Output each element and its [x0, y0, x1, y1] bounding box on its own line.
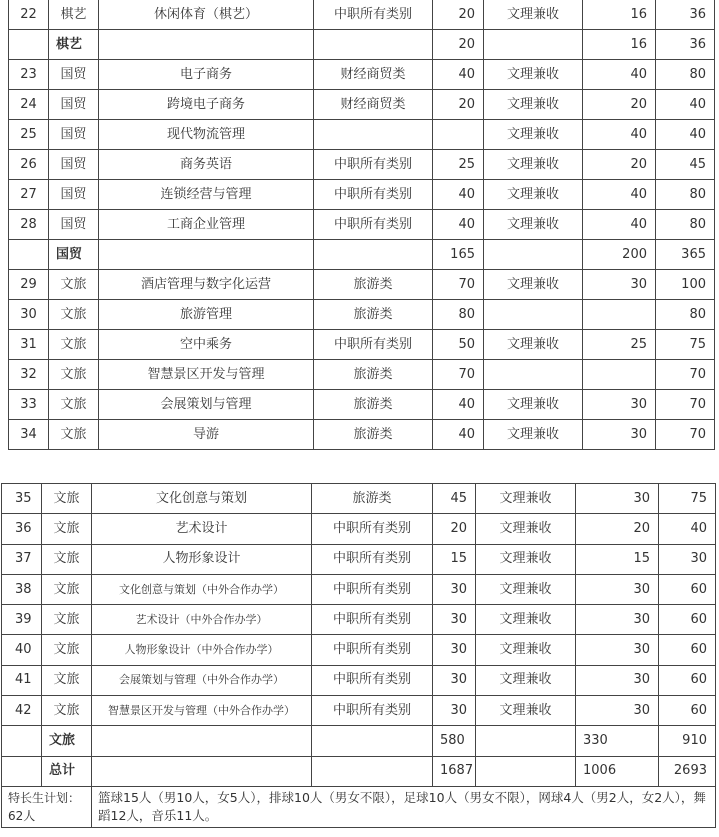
- total-cell: 40: [656, 90, 715, 120]
- subject-cell: 文理兼收: [484, 0, 583, 30]
- major-cell: 休闲体育（棋艺）: [99, 0, 314, 30]
- plan-count-cell: 70: [433, 270, 484, 300]
- total-cell: 910: [659, 726, 716, 756]
- plan-count-cell: 80: [433, 300, 484, 330]
- total-cell: 60: [659, 665, 716, 695]
- total-cell: 80: [656, 210, 715, 240]
- plan-count-cell: 45: [433, 484, 476, 514]
- total-cell: 100: [656, 270, 715, 300]
- total-cell: 365: [656, 240, 715, 270]
- plan2-count-cell: 40: [583, 120, 656, 150]
- category-cell: [312, 726, 433, 756]
- major-cell: 人物形象设计: [92, 544, 312, 574]
- subject-cell: 文理兼收: [476, 605, 576, 635]
- table-row: [9, 300, 715, 330]
- subject-cell: 文理兼收: [476, 544, 576, 574]
- table-row: [2, 574, 716, 604]
- subject-cell: 文理兼收: [484, 210, 583, 240]
- major-cell: 电子商务: [99, 60, 314, 90]
- row-number: 33: [9, 390, 49, 420]
- plan2-count-cell: 30: [576, 574, 659, 604]
- table-row: [9, 90, 715, 120]
- plan-count-cell: 20: [433, 514, 476, 544]
- plan-count-cell: 40: [433, 420, 484, 450]
- plan-count-cell: 20: [433, 0, 484, 30]
- table-row: [9, 270, 715, 300]
- major-cell: [92, 726, 312, 756]
- subject-cell: 文理兼收: [476, 574, 576, 604]
- department-cell: 国贸: [49, 210, 99, 240]
- department-cell: 国贸: [49, 120, 99, 150]
- plan-count-cell: 25: [433, 150, 484, 180]
- table-row: [2, 605, 716, 635]
- total-cell: 45: [656, 150, 715, 180]
- major-cell: 会展策划与管理: [99, 390, 314, 420]
- major-cell: 旅游管理: [99, 300, 314, 330]
- subject-cell: 文理兼收: [484, 420, 583, 450]
- plan2-count-cell: 30: [576, 696, 659, 726]
- subject-cell: 文理兼收: [484, 180, 583, 210]
- category-cell: [314, 30, 433, 60]
- category-cell: 中职所有类别: [314, 210, 433, 240]
- table-row: [9, 330, 715, 360]
- total-cell: 40: [659, 514, 716, 544]
- plan2-count-cell: 30: [576, 635, 659, 665]
- table-row: [2, 544, 716, 574]
- department-cell: 文旅: [42, 726, 92, 756]
- plan-count-cell: 165: [433, 240, 484, 270]
- plan-count-cell: 580: [433, 726, 476, 756]
- department-cell: 文旅: [42, 514, 92, 544]
- subject-cell: [476, 756, 576, 786]
- total-cell: 60: [659, 635, 716, 665]
- department-cell: 文旅: [42, 665, 92, 695]
- major-cell: [99, 240, 314, 270]
- department-cell: 文旅: [42, 574, 92, 604]
- category-cell: 中职所有类别: [312, 544, 433, 574]
- table-row: [9, 150, 715, 180]
- subject-cell: [484, 360, 583, 390]
- subject-cell: 文理兼收: [484, 390, 583, 420]
- subject-cell: 文理兼收: [476, 635, 576, 665]
- subtotal-row: [2, 756, 716, 786]
- plan-count-cell: 30: [433, 665, 476, 695]
- department-cell: 总计: [42, 756, 92, 786]
- department-cell: 文旅: [42, 484, 92, 514]
- total-cell: 2693: [659, 756, 716, 786]
- plan-count-cell: 30: [433, 635, 476, 665]
- major-cell: 智慧景区开发与管理（中外合作办学）: [92, 696, 312, 726]
- department-cell: 文旅: [42, 635, 92, 665]
- plan2-count-cell: 40: [583, 60, 656, 90]
- row-number: 25: [9, 120, 49, 150]
- row-number: 22: [9, 0, 49, 30]
- subject-cell: 文理兼收: [484, 270, 583, 300]
- plan2-count-cell: 30: [576, 484, 659, 514]
- department-cell: 国贸: [49, 90, 99, 120]
- major-cell: 工商企业管理: [99, 210, 314, 240]
- row-number: [2, 726, 42, 756]
- table-row: [9, 120, 715, 150]
- row-number: 32: [9, 360, 49, 390]
- major-cell: 会展策划与管理（中外合作办学）: [92, 665, 312, 695]
- row-number: 27: [9, 180, 49, 210]
- plan2-count-cell: 20: [583, 150, 656, 180]
- row-number: 30: [9, 300, 49, 330]
- category-cell: 中职所有类别: [314, 330, 433, 360]
- plan-count-cell: [433, 120, 484, 150]
- row-number: 23: [9, 60, 49, 90]
- subject-cell: 文理兼收: [476, 514, 576, 544]
- subject-cell: 文理兼收: [484, 120, 583, 150]
- major-cell: 艺术设计（中外合作办学）: [92, 605, 312, 635]
- department-cell: 文旅: [49, 360, 99, 390]
- major-cell: 连锁经营与管理: [99, 180, 314, 210]
- plan-count-cell: 50: [433, 330, 484, 360]
- table-row: [2, 514, 716, 544]
- total-cell: 70: [656, 360, 715, 390]
- total-cell: 70: [656, 420, 715, 450]
- total-cell: 80: [656, 300, 715, 330]
- category-cell: [312, 756, 433, 786]
- department-cell: 国贸: [49, 150, 99, 180]
- subject-cell: [484, 240, 583, 270]
- department-cell: 国贸: [49, 180, 99, 210]
- plan2-count-cell: 1006: [576, 756, 659, 786]
- table-row: [9, 180, 715, 210]
- plan2-count-cell: 30: [583, 390, 656, 420]
- row-number: 29: [9, 270, 49, 300]
- total-cell: 75: [659, 484, 716, 514]
- total-cell: 80: [656, 180, 715, 210]
- department-cell: 文旅: [42, 696, 92, 726]
- note-text: 篮球15人（男10人，女5人），排球10人（男女不限），足球10人（男女不限），网球4人（男2人，女2人），舞蹈12人，音乐11人。: [92, 786, 716, 827]
- department-cell: 文旅: [49, 390, 99, 420]
- row-number: 42: [2, 696, 42, 726]
- plan2-count-cell: 40: [583, 180, 656, 210]
- major-cell: 文化创意与策划（中外合作办学）: [92, 574, 312, 604]
- category-cell: 旅游类: [314, 360, 433, 390]
- table-row: [9, 360, 715, 390]
- row-number: 28: [9, 210, 49, 240]
- plan2-count-cell: 16: [583, 0, 656, 30]
- plan-count-cell: 15: [433, 544, 476, 574]
- row-number: 38: [2, 574, 42, 604]
- plan2-count-cell: 15: [576, 544, 659, 574]
- row-number: [9, 30, 49, 60]
- plan-count-cell: 40: [433, 180, 484, 210]
- total-cell: 30: [659, 544, 716, 574]
- admission-plan-table-part1: [8, 0, 715, 450]
- major-cell: 智慧景区开发与管理: [99, 360, 314, 390]
- row-number: [9, 240, 49, 270]
- admission-plan-table-part2: [1, 483, 716, 828]
- table-row: [9, 390, 715, 420]
- subject-cell: 文理兼收: [484, 60, 583, 90]
- category-cell: [314, 120, 433, 150]
- plan2-count-cell: [583, 300, 656, 330]
- note-label: 特长生计划：62人: [2, 786, 92, 827]
- category-cell: 中职所有类别: [312, 514, 433, 544]
- plan-count-cell: 30: [433, 574, 476, 604]
- category-cell: 旅游类: [314, 420, 433, 450]
- department-cell: 文旅: [49, 300, 99, 330]
- table-row: [9, 0, 715, 30]
- category-cell: 中职所有类别: [312, 574, 433, 604]
- category-cell: 旅游类: [314, 390, 433, 420]
- department-cell: 国贸: [49, 240, 99, 270]
- plan2-count-cell: 30: [576, 605, 659, 635]
- category-cell: 中职所有类别: [312, 605, 433, 635]
- note-row: [2, 786, 716, 827]
- plan-count-cell: 40: [433, 210, 484, 240]
- subtotal-row: [2, 726, 716, 756]
- table-row: [2, 696, 716, 726]
- total-cell: 36: [656, 0, 715, 30]
- subject-cell: [484, 30, 583, 60]
- row-number: 36: [2, 514, 42, 544]
- total-cell: 60: [659, 605, 716, 635]
- major-cell: [92, 756, 312, 786]
- category-cell: 旅游类: [314, 270, 433, 300]
- department-cell: 文旅: [49, 330, 99, 360]
- subject-cell: 文理兼收: [476, 484, 576, 514]
- plan2-count-cell: [583, 360, 656, 390]
- total-cell: 60: [659, 574, 716, 604]
- row-number: 39: [2, 605, 42, 635]
- row-number: 35: [2, 484, 42, 514]
- department-cell: 文旅: [49, 420, 99, 450]
- total-cell: 80: [656, 60, 715, 90]
- plan2-count-cell: 330: [576, 726, 659, 756]
- major-cell: 艺术设计: [92, 514, 312, 544]
- total-cell: 36: [656, 30, 715, 60]
- row-number: 31: [9, 330, 49, 360]
- department-cell: 棋艺: [49, 30, 99, 60]
- row-number: 41: [2, 665, 42, 695]
- department-cell: 文旅: [49, 270, 99, 300]
- category-cell: 财经商贸类: [314, 60, 433, 90]
- plan2-count-cell: 20: [576, 514, 659, 544]
- department-cell: 国贸: [49, 60, 99, 90]
- table-row: [9, 210, 715, 240]
- row-number: 40: [2, 635, 42, 665]
- major-cell: [99, 30, 314, 60]
- subtotal-row: [9, 30, 715, 60]
- table-row: [2, 484, 716, 514]
- major-cell: 现代物流管理: [99, 120, 314, 150]
- row-number: 26: [9, 150, 49, 180]
- plan-count-cell: 30: [433, 696, 476, 726]
- total-cell: 75: [656, 330, 715, 360]
- row-number: 37: [2, 544, 42, 574]
- subject-cell: [476, 726, 576, 756]
- subtotal-row: [9, 240, 715, 270]
- plan-count-cell: 20: [433, 90, 484, 120]
- major-cell: 空中乘务: [99, 330, 314, 360]
- category-cell: 中职所有类别: [312, 635, 433, 665]
- subject-cell: 文理兼收: [476, 665, 576, 695]
- plan2-count-cell: 20: [583, 90, 656, 120]
- major-cell: 酒店管理与数字化运营: [99, 270, 314, 300]
- plan-count-cell: 70: [433, 360, 484, 390]
- plan2-count-cell: 30: [583, 420, 656, 450]
- plan-count-cell: 1687: [433, 756, 476, 786]
- department-cell: 棋艺: [49, 0, 99, 30]
- table-row: [9, 420, 715, 450]
- plan2-count-cell: 30: [583, 270, 656, 300]
- plan2-count-cell: 30: [576, 665, 659, 695]
- category-cell: 中职所有类别: [312, 696, 433, 726]
- major-cell: 跨境电子商务: [99, 90, 314, 120]
- category-cell: 中职所有类别: [314, 0, 433, 30]
- table-row: [9, 60, 715, 90]
- subject-cell: [484, 300, 583, 330]
- plan2-count-cell: 16: [583, 30, 656, 60]
- category-cell: 中职所有类别: [314, 150, 433, 180]
- plan-count-cell: 30: [433, 605, 476, 635]
- major-cell: 导游: [99, 420, 314, 450]
- total-cell: 60: [659, 696, 716, 726]
- total-cell: 40: [656, 120, 715, 150]
- plan2-count-cell: 40: [583, 210, 656, 240]
- table-row: [2, 665, 716, 695]
- category-cell: [314, 240, 433, 270]
- row-number: 24: [9, 90, 49, 120]
- category-cell: 中职所有类别: [312, 665, 433, 695]
- plan-count-cell: 20: [433, 30, 484, 60]
- row-number: [2, 756, 42, 786]
- total-cell: 70: [656, 390, 715, 420]
- subject-cell: 文理兼收: [476, 696, 576, 726]
- plan2-count-cell: 25: [583, 330, 656, 360]
- major-cell: 商务英语: [99, 150, 314, 180]
- subject-cell: 文理兼收: [484, 150, 583, 180]
- category-cell: 中职所有类别: [314, 180, 433, 210]
- category-cell: 财经商贸类: [314, 90, 433, 120]
- major-cell: 人物形象设计（中外合作办学）: [92, 635, 312, 665]
- department-cell: 文旅: [42, 605, 92, 635]
- subject-cell: 文理兼收: [484, 330, 583, 360]
- table-row: [2, 635, 716, 665]
- category-cell: 旅游类: [312, 484, 433, 514]
- category-cell: 旅游类: [314, 300, 433, 330]
- row-number: 34: [9, 420, 49, 450]
- major-cell: 文化创意与策划: [92, 484, 312, 514]
- subject-cell: 文理兼收: [484, 90, 583, 120]
- plan-count-cell: 40: [433, 60, 484, 90]
- department-cell: 文旅: [42, 544, 92, 574]
- plan-count-cell: 40: [433, 390, 484, 420]
- plan2-count-cell: 200: [583, 240, 656, 270]
